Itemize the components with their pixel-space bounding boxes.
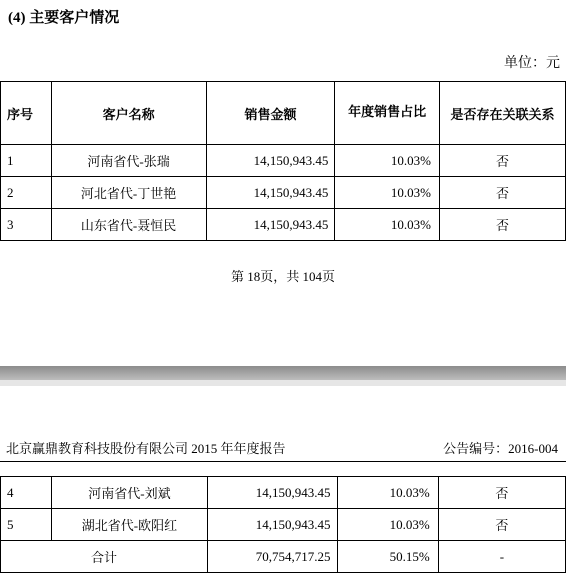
- document-header-title: 北京赢鼎教育科技股份有限公司 2015 年年度报告: [6, 441, 286, 456]
- header-annual-share: 年度销售占比: [335, 82, 440, 145]
- cell-annual-share: 10.03%: [337, 509, 438, 541]
- document-header-number: 公告编号：2016-004: [443, 441, 558, 456]
- table-row: [1, 209, 566, 241]
- cell-total-amount: 70,754,717.25: [208, 541, 337, 573]
- page-break-divider: [0, 366, 566, 380]
- cell-related-party: 否: [439, 177, 565, 209]
- section-title: (4) 主要客户情况: [8, 10, 120, 26]
- cell-annual-share: 10.03%: [335, 177, 440, 209]
- page-break-shadow: [0, 380, 566, 386]
- customer-table-page1: [0, 81, 566, 241]
- header-related-party: 是否存在关联关系: [439, 82, 565, 145]
- cell-related-party: 否: [438, 477, 565, 509]
- table-row: [1, 509, 566, 541]
- cell-customer-name: 河南省代-张瑞: [51, 145, 206, 177]
- table-row: [1, 177, 566, 209]
- table-row: [1, 145, 566, 177]
- table-total-row: [1, 541, 566, 573]
- header-rule: [0, 461, 566, 462]
- cell-sales-amount: 14,150,943.45: [208, 477, 337, 509]
- cell-sales-amount: 14,150,943.45: [206, 209, 335, 241]
- cell-index: 2: [1, 177, 52, 209]
- cell-customer-name: 湖北省代-欧阳红: [51, 509, 207, 541]
- table-row: [1, 477, 566, 509]
- cell-related-party: 否: [439, 209, 565, 241]
- cell-sales-amount: 14,150,943.45: [206, 145, 335, 177]
- cell-total-related: -: [438, 541, 565, 573]
- cell-index: 3: [1, 209, 52, 241]
- cell-total-share: 50.15%: [337, 541, 438, 573]
- cell-customer-name: 河南省代-刘斌: [51, 477, 207, 509]
- table-header-row: [1, 82, 566, 145]
- cell-index: 1: [1, 145, 52, 177]
- unit-label: 单位：元: [504, 56, 560, 71]
- cell-customer-name: 河北省代-丁世艳: [51, 177, 206, 209]
- cell-customer-name: 山东省代-聂恒民: [51, 209, 206, 241]
- cell-index: 4: [1, 477, 52, 509]
- cell-index: 5: [1, 509, 52, 541]
- header-customer-name: 客户名称: [51, 82, 206, 145]
- page-footer: 第 18页，共 104页: [230, 269, 335, 284]
- cell-annual-share: 10.03%: [335, 145, 440, 177]
- header-index: 序号: [1, 82, 52, 145]
- cell-related-party: 否: [439, 145, 565, 177]
- cell-annual-share: 10.03%: [335, 209, 440, 241]
- cell-sales-amount: 14,150,943.45: [208, 509, 337, 541]
- header-sales-amount: 销售金额: [206, 82, 335, 145]
- cell-sales-amount: 14,150,943.45: [206, 177, 335, 209]
- cell-related-party: 否: [438, 509, 565, 541]
- cell-annual-share: 10.03%: [337, 477, 438, 509]
- cell-total-label: 合计: [1, 541, 208, 573]
- customer-table-page2: [0, 476, 566, 573]
